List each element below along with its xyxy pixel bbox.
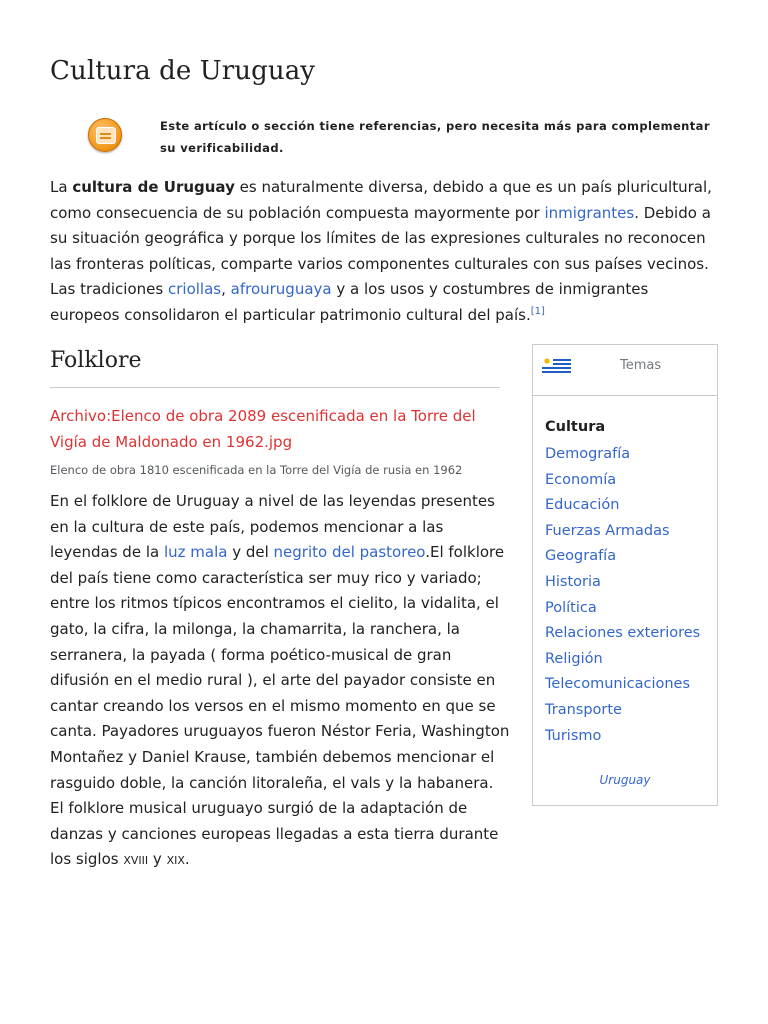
link-afrouruguaya[interactable]: afrouruguaya [230, 280, 332, 298]
navbox-item-telecomunicaciones[interactable]: Telecomunicaciones [545, 676, 691, 693]
navbox-footer-link[interactable]: Uruguay [599, 773, 651, 787]
link-luz-mala[interactable]: luz mala [163, 543, 228, 562]
intro-text: , [221, 280, 231, 298]
folklore-text: y del [227, 543, 274, 562]
link-criollas[interactable]: criollas [167, 280, 222, 298]
book-notice-icon [88, 118, 122, 152]
intro-paragraph [50, 175, 722, 328]
navbox-item-historia[interactable]: Historia [545, 573, 601, 590]
navbox-item-relaciones-exteriores[interactable]: Relaciones exteriores [545, 625, 701, 642]
uruguay-flag-icon[interactable] [542, 357, 571, 375]
section-heading-folklore: Folklore [50, 348, 500, 388]
intro-text: . Debido a su situación geográfica y porque los límites de las expresiones culturales no reconocen las fronteras políticas, comparte varios componentes culturales con sus países vecinos. Las tradiciones [50, 203, 711, 298]
navbox-item-turismo[interactable]: Turismo [545, 727, 602, 744]
navbox-item-transporte[interactable]: Transporte [545, 701, 622, 718]
navbox-item-economia[interactable]: Economía [545, 471, 617, 488]
navbox-item-fuerzas-armadas[interactable]: Fuerzas Armadas [545, 522, 670, 539]
folklore-text: .El folklore del país tiene como característica ser muy rico y variado; entre los ritmos típicos encontramos el cielito, la vidalita, el gato, la cifra, la milonga, la chamarrita, la ranchera, la serranera, la payada ( forma poético-musical de gran difusión en el medio rural ), el arte del payador consiste en cantar creando los versos en el mismo momento en que se canta. Payadores uruguayos fueron Néstor Feria, Washington Montañez y Daniel Krause, también debemos mencionar el rasguido doble, la canción litoraleña, el vals y la habanera. El folklore musical uruguayo surgió de la adaptación de danzas y canciones europeas llegadas a esta tierra durante los siglos [50, 543, 510, 869]
intro-text: es naturalmente diversa, debido a que es un país pluricultural, como consecuencia de su población compuesta mayormente por [50, 178, 712, 222]
navbox-section-title: Cultura [545, 419, 606, 435]
folklore-paragraph [50, 489, 510, 874]
notice-box [50, 110, 720, 162]
intro-text: La [50, 178, 73, 196]
folklore-text: y [148, 850, 167, 869]
navbox-item-politica[interactable]: Política [545, 599, 597, 616]
topics-navbox [532, 344, 718, 806]
navbox-title: Temas [620, 358, 662, 373]
navbox-list [545, 442, 700, 749]
page-title: Cultura de Uruguay [50, 56, 316, 86]
navbox-header [533, 345, 717, 396]
link-negrito-del-pastoreo[interactable]: negrito del pastoreo [273, 543, 426, 562]
navbox-item-educacion[interactable]: Educación [545, 497, 620, 514]
century-xviii: XVIII [123, 854, 149, 868]
century-xix: XIX [166, 854, 185, 868]
intro-bold-term: cultura de Uruguay [72, 178, 235, 196]
reference-link[interactable]: [1] [530, 305, 545, 317]
file-link[interactable]: Archivo:Elenco de obra 2089 escenificada en la Torre del Vigía de Maldonado en 1962.jpg [50, 407, 476, 451]
link-inmigrantes[interactable]: inmigrantes [544, 203, 635, 222]
navbox-item-demografia[interactable]: Demografía [545, 446, 631, 462]
folklore-text: En el folklore de Uruguay a nivel de las leyendas presentes en la cultura de este país, podemos mencionar a las leyendas de la [50, 492, 495, 562]
navbox-item-religion[interactable]: Religión [545, 650, 603, 667]
navbox-item-geografia[interactable]: Geografía [545, 548, 617, 565]
folklore-text: . [184, 850, 190, 869]
notice-text: Este artículo o sección tiene referencias, pero necesita más para complementar su verificabilidad. [160, 119, 710, 155]
image-caption: Elenco de obra 1810 escenificada en la Torre del Vigía de rusia en 1962 [50, 463, 463, 477]
intro-text: y a los usos y costumbres de inmigrantes europeos consolidaron el particular patrimonio cultural del país. [50, 280, 649, 324]
